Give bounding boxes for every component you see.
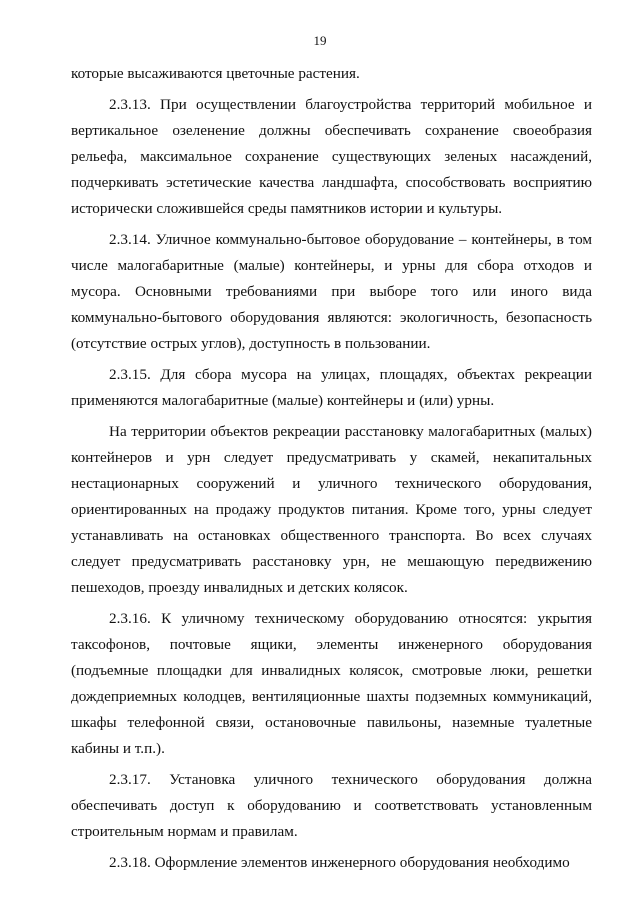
document-body	[71, 61, 592, 881]
paragraph-2-3-15: 2.3.15. Для сбора мусора на улицах, площадях, объектах рекреации применяются малогабаритные (малые) контейнеры и (или) урны.	[71, 366, 592, 409]
paragraph-continuation: которые высаживаются цветочные растения.	[71, 65, 360, 82]
paragraph-2-3-18: 2.3.18. Оформление элементов инженерного оборудования необходимо	[109, 854, 570, 871]
page-number: 19	[313, 33, 327, 48]
paragraph-2-3-14: 2.3.14. Уличное коммунально-бытовое оборудование – контейнеры, в том числе малогабаритные (малые) контейнеры, и урны для сбора отходов и мусора. Основными требованиями при выборе того или иного вида коммунально-бытового оборудования являются: экологичность, безопасность (отсутствие острых углов), доступность в пользовании.	[71, 231, 592, 352]
paragraph-2-3-13: 2.3.13. При осуществлении благоустройства территорий мобильное и вертикальное озеленение должны обеспечивать сохранение своеобразия рельефа, максимальное сохранение существующих зеленых насаждений, подчеркивать эстетические качества ландшафта, способствовать восприятию исторически сложившейся среды памятников истории и культуры.	[71, 96, 592, 217]
paragraph-recreation-bins: На территории объектов рекреации расстановку малогабаритных (малых) контейнеров и урн следует предусматривать у скамей, некапитальных нестационарных сооружений и уличного технического оборудования, ориентированных на продажу продуктов питания. Кроме того, урны следует устанавливать на остановках общественного транспорта. Во всех случаях следует предусматривать расстановку урн, не мешающую передвижению пешеходов, проезду инвалидных и детских колясок.	[71, 423, 592, 596]
paragraph-2-3-17: 2.3.17. Установка уличного технического оборудования должна обеспечивать доступ к оборудованию и соответствовать установленным строительным нормам и правилам.	[71, 771, 592, 840]
paragraph-2-3-16: 2.3.16. К уличному техническому оборудованию относятся: укрытия таксофонов, почтовые ящики, элементы инженерного оборудования (подъемные площадки для инвалидных колясок, смотровые люки, решетки дождеприемных колодцев, вентиляционные шахты подземных коммуникаций, шкафы телефонной связи, остановочные павильоны, наземные туалетные кабины и т.п.).	[71, 610, 592, 757]
